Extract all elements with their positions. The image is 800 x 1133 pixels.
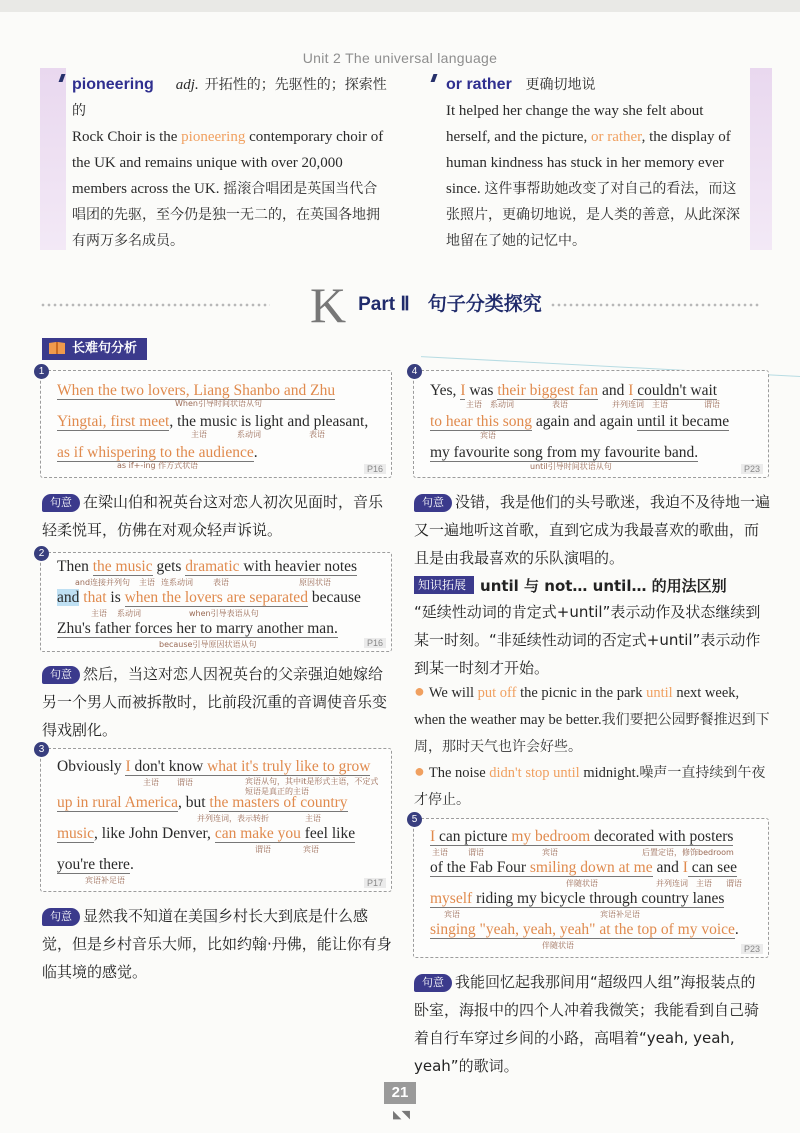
verb: gets (152, 558, 186, 575)
page-top-strip (0, 0, 800, 12)
adverbial: again and again (532, 413, 638, 430)
verb: is (106, 589, 125, 606)
gloss: 后置定语，修饰bedroom (642, 848, 734, 857)
gloss: 宾语从句，其中it是形式主语，不定式短语是真正的主语 (245, 777, 379, 796)
source-page: P23 (741, 464, 763, 474)
predicate: don't know (130, 758, 208, 775)
example-highlight: until (646, 685, 673, 701)
predicative: their biggest fan (497, 382, 599, 399)
appositive: , like John Denver, (94, 825, 215, 842)
gloss: 宾语 (542, 848, 558, 857)
clause: until it became (637, 413, 730, 430)
gloss: 表语 (309, 430, 325, 439)
predicate: couldn't wait (633, 382, 718, 399)
translation-3 (42, 902, 392, 986)
example-highlight: put off (477, 685, 517, 701)
example-translation: 摇滚合唱团是英国当代合唱团的先驱，至今仍是独一无二的，在英国各地拥有两万多名成员。 (72, 181, 380, 249)
gloss: 主语 (696, 879, 712, 888)
gloss: 谓语 (704, 400, 720, 409)
gloss: 宾语补足语 (600, 910, 640, 919)
source-page: P23 (741, 944, 763, 954)
sentence-number: 3 (34, 742, 49, 757)
gloss: 主语 (652, 400, 668, 409)
gloss: until引导时间状语从句 (530, 462, 612, 471)
vocab-left (40, 68, 390, 250)
gloss: When引导时间状语从句 (175, 399, 262, 408)
conjunction: because (307, 589, 361, 606)
vocab-word: pioneering (72, 76, 154, 93)
vocab-meaning: 开拓性的；先驱性的；探索性的 (72, 77, 387, 119)
object: to hear this song (430, 413, 533, 430)
gloss: 谓语 (177, 778, 193, 787)
running-head: Unit 2 The universal language (302, 50, 498, 66)
subject: the masters of country (209, 794, 348, 811)
extension-body: “延续性动词的肯定式+until”表示动作及状态继续到某一时刻。“非延续性动词的否定式+until”表示动作到某一时刻才开始。 (414, 603, 761, 677)
verb: was (465, 382, 498, 399)
extension-title: until 与 not… until… 的用法区别 (480, 577, 727, 595)
example-text: midnight. (579, 765, 640, 781)
word: Obviously (57, 758, 126, 775)
part-letter: K (310, 277, 347, 333)
gloss: 并列连词 (612, 400, 644, 409)
gloss: 系动词 (237, 430, 261, 439)
gloss: 谓语 (255, 845, 271, 854)
gloss: 主语 (191, 430, 207, 439)
conjunction: and (598, 382, 629, 399)
gloss: as if+-ing 作方式状语 (117, 461, 199, 470)
gloss: 宾语 (444, 910, 460, 919)
gloss: 并列连词 (656, 879, 688, 888)
clause: my favourite song from my favourite band. (430, 444, 699, 461)
example-translation: 噪声一直持续到午夜才停止。 (414, 765, 766, 808)
gloss: 主语 (466, 400, 482, 409)
sentence-number: 4 (407, 364, 422, 379)
example-translation: 这件事帮助她改变了对自己的看法，而这张照片，更确切地说，是人类的善意，从此深深地留在了她的记忆中。 (446, 181, 740, 249)
section-label-text: 长难句分析 (72, 341, 138, 356)
section-label (42, 338, 147, 360)
word: Then (57, 558, 93, 575)
gloss: and连接并列句 (75, 578, 131, 587)
object: my bedroom (511, 828, 591, 845)
gloss: 伴随状语 (566, 879, 598, 888)
subject: that (79, 589, 107, 606)
source-page: P16 (364, 638, 386, 648)
translation-4 (414, 488, 770, 572)
meaning-tag: 句意 (42, 494, 80, 512)
subject: I (628, 382, 634, 399)
predicate: can see (687, 859, 737, 876)
gloss: 谓语 (468, 848, 484, 857)
meaning-tag: 句意 (42, 666, 80, 684)
gloss: 伴随状语 (542, 941, 574, 950)
complement: you're there (57, 856, 130, 873)
attributive: of the Fab Four (430, 859, 530, 876)
subject: music (57, 825, 95, 842)
punct: . (129, 856, 134, 873)
gloss: 主语 (139, 578, 155, 587)
vocab-marker (431, 74, 438, 82)
meaning-tag: 句意 (414, 974, 452, 992)
gloss: 原因状语 (299, 578, 331, 587)
part-label: Part Ⅱ (358, 294, 410, 315)
vocab-right (412, 68, 772, 250)
translation-text: 然后，当这对恋人因祝英台的父亲强迫她嫁给另一个男人而被拆散时，比前段沉重的音调使音乐变得戏剧化。 (42, 665, 388, 739)
example-highlight: pioneering (181, 129, 246, 145)
gloss: 主语 (305, 814, 321, 823)
clause: When the two lovers, Liang Shanbo and Zhu (57, 382, 336, 399)
part-heading (40, 277, 760, 333)
conjunction: , but (177, 794, 210, 811)
extension-label: 知识拓展 (414, 576, 474, 594)
bird-icon: ◣◥ (393, 1109, 410, 1121)
bullet-icon: ● (414, 681, 425, 701)
word: Yes, (430, 382, 461, 399)
extension-heading (414, 572, 770, 600)
subject: I (682, 859, 688, 876)
sentence-box-2 (38, 548, 392, 652)
translation-5 (414, 968, 770, 1080)
part-title: 句子分类探究 (427, 294, 542, 315)
complement: feel like (300, 825, 356, 842)
example-text: the picnic in the park (516, 685, 647, 701)
sentence-box-3 (38, 744, 392, 892)
gloss: 宾语补足语 (85, 876, 125, 885)
gloss: 并列连词，表示转折 (197, 814, 269, 823)
gloss: when引导表语从句 (189, 609, 259, 618)
sentence-number: 1 (34, 364, 49, 379)
example-text: next week, when the weather may be better. (414, 685, 740, 728)
extension-example-2 (414, 758, 770, 814)
complement: riding my bicycle through country lanes (472, 890, 725, 907)
translation-1 (42, 488, 392, 544)
vocab-band (40, 68, 66, 250)
example-text: contemporary choir of the UK and remains unique with over 20,000 members across the UK. (72, 129, 384, 197)
gloss: 表语 (552, 400, 568, 409)
vocab-meaning: 更确切地说 (525, 77, 596, 93)
gloss: 表语 (213, 578, 229, 587)
predicate: can make (214, 825, 274, 842)
adverbial: singing "yeah, yeah, yeah" at the top of my voice (430, 921, 735, 938)
conjunction: and (57, 589, 80, 606)
translation-text: 显然我不知道在美国乡村长大到底是什么感觉，但是乡村音乐大师，比如约翰·丹佛，能让你有身临其境的感觉。 (42, 907, 392, 981)
gloss: 主语 (432, 848, 448, 857)
bullet-icon: ● (414, 761, 425, 781)
example-text: Rock Choir is the (72, 129, 182, 145)
translation-text: 我能回忆起我那间用“超级四人组”海报装点的卧室，海报中的四个人冲着我微笑；我能看到自己骑着自行车穿过乡间的小路，高唱着“yeah, yeah, yeah”的歌词。 (414, 973, 760, 1075)
predicative: dramatic (185, 558, 240, 575)
example-highlight: didn't stop until (489, 765, 580, 781)
translation-text: 没错，我是他们的头号歌迷，我迫不及待地一遍又一遍地听这首歌，直到它成为我最喜欢的歌曲，而且是由我最喜欢的乐队演唱的。 (414, 493, 771, 567)
gloss: 谓语 (726, 879, 742, 888)
object: myself (430, 890, 473, 907)
clause: , the music is light and pleasant, (169, 413, 369, 430)
example-text: , the display of human kindness has stuck in her memory ever since. (446, 129, 731, 197)
conjunction: and (652, 859, 683, 876)
example-highlight: or rather (590, 129, 642, 145)
subject: I (430, 828, 436, 845)
clause: Yingtai, first meet (57, 413, 170, 430)
subject: the music (92, 558, 153, 575)
punct: . (734, 921, 739, 938)
sentence-box-4 (411, 366, 769, 478)
part-of-speech: adj. (175, 77, 199, 93)
gloss: 主语 (91, 609, 107, 618)
example-text: We will (428, 685, 478, 701)
meaning-tag: 句意 (414, 494, 452, 512)
dotted-rule-right (550, 302, 760, 308)
translation-2 (42, 660, 392, 744)
predicate: can picture (435, 828, 512, 845)
translation-text: 在梁山伯和祝英台这对恋人初次见面时，音乐轻柔悦耳，仿佛在对观众轻声诉说。 (42, 493, 384, 539)
punct: . (253, 444, 258, 461)
sentence-number: 5 (407, 812, 422, 827)
object: you (273, 825, 301, 842)
sentence-number: 2 (34, 546, 49, 561)
extension-example-1 (414, 678, 770, 761)
sentence-box-1 (38, 366, 392, 478)
example-text: The noise (428, 765, 490, 781)
meaning-tag: 句意 (42, 908, 80, 926)
dotted-rule-left (40, 302, 270, 308)
gloss: 系动词 (490, 400, 514, 409)
subject: I (460, 382, 466, 399)
subject: I (125, 758, 131, 775)
attributive: decorated with posters (590, 828, 734, 845)
source-page: P17 (364, 878, 386, 888)
object-clause: up in rural America (57, 794, 178, 811)
clause: Zhu's father forces her to marry another man. (57, 620, 338, 637)
gloss: 系动词 (117, 609, 141, 618)
adverbial: with heavier notes (239, 558, 358, 575)
object-clause: what it's truly like to grow (207, 758, 371, 775)
clause: when the lovers are separated (124, 589, 308, 606)
adverbial: smiling down at me (529, 859, 653, 876)
gloss: 连系动词 (161, 578, 193, 587)
clause: as if whispering to the audience (57, 444, 254, 461)
book-icon (48, 341, 66, 355)
vocab-band (750, 68, 772, 250)
gloss: 主语 (143, 778, 159, 787)
gloss: 宾语 (480, 431, 496, 440)
example-text: It helped her change the way she felt about herself, and the picture, (446, 103, 704, 145)
source-page: P16 (364, 464, 386, 474)
gloss: 宾语 (303, 845, 319, 854)
page-number: 21 (384, 1082, 416, 1104)
vocab-word: or rather (446, 76, 512, 93)
example-translation: 我们要把公园野餐推迟到下周，那时天气也许会好些。 (414, 712, 770, 755)
sentence-box-5 (411, 814, 769, 958)
gloss: because引导原因状语从句 (159, 640, 257, 649)
